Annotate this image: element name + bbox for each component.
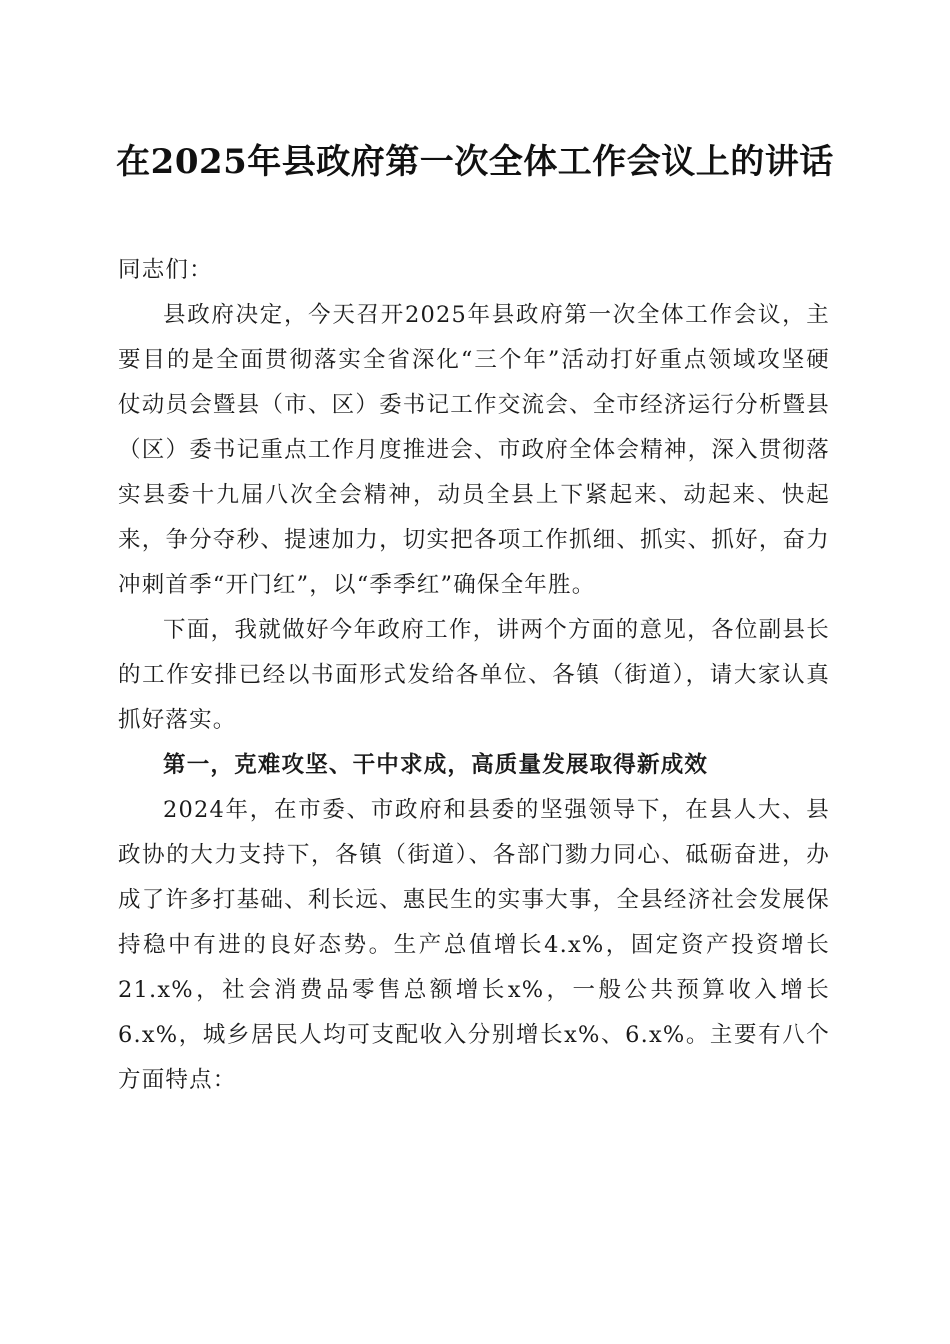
section-heading: 第一，克难攻坚、干中求成，高质量发展取得新成效 [163,752,709,778]
document-body [118,248,830,1103]
paragraph-intro: 县政府决定，今天召开2025年县政府第一次全体工作会议，主要目的是全面贯彻落实全省深化“三个年”活动打好重点领域攻坚硬仗动员会暨县（市、区）委书记工作交流会、全市经济运行分析暨县（区）委书记重点工作月度推进会、市政府全体会精神，深入贯彻落实县委十九届八次全会精神，动员全县上下紧起来、动起来、快起来，争分夺秒、提速加力，切实把各项工作抓细、抓实、抓好，奋力冲刺首季“开门红”，以“季季红”确保全年胜。 [118,302,830,598]
document-title: 在2025年县政府第一次全体工作会议上的讲话 [116,142,834,182]
salutation: 同志们： [118,257,213,283]
paragraph-outline: 下面，我就做好今年政府工作，讲两个方面的意见，各位副县长的工作安排已经以书面形式发给各单位、各镇（街道），请大家认真抓好落实。 [118,617,830,733]
paragraph-achievements: 2024年，在市委、市政府和县委的坚强领导下，在县人大、县政协的大力支持下，各镇（街道）、各部门勠力同心、砥砺奋进，办成了许多打基础、利长远、惠民生的实事大事，全县经济社会发展保持稳中有进的良好态势。生产总值增长4.x%，固定资产投资增长21.x%，社会消费品零售总额增长x%，一般公共预算收入增长6.x%，城乡居民人均可支配收入分别增长x%、6.x%。主要有八个方面特点： [118,797,830,1093]
